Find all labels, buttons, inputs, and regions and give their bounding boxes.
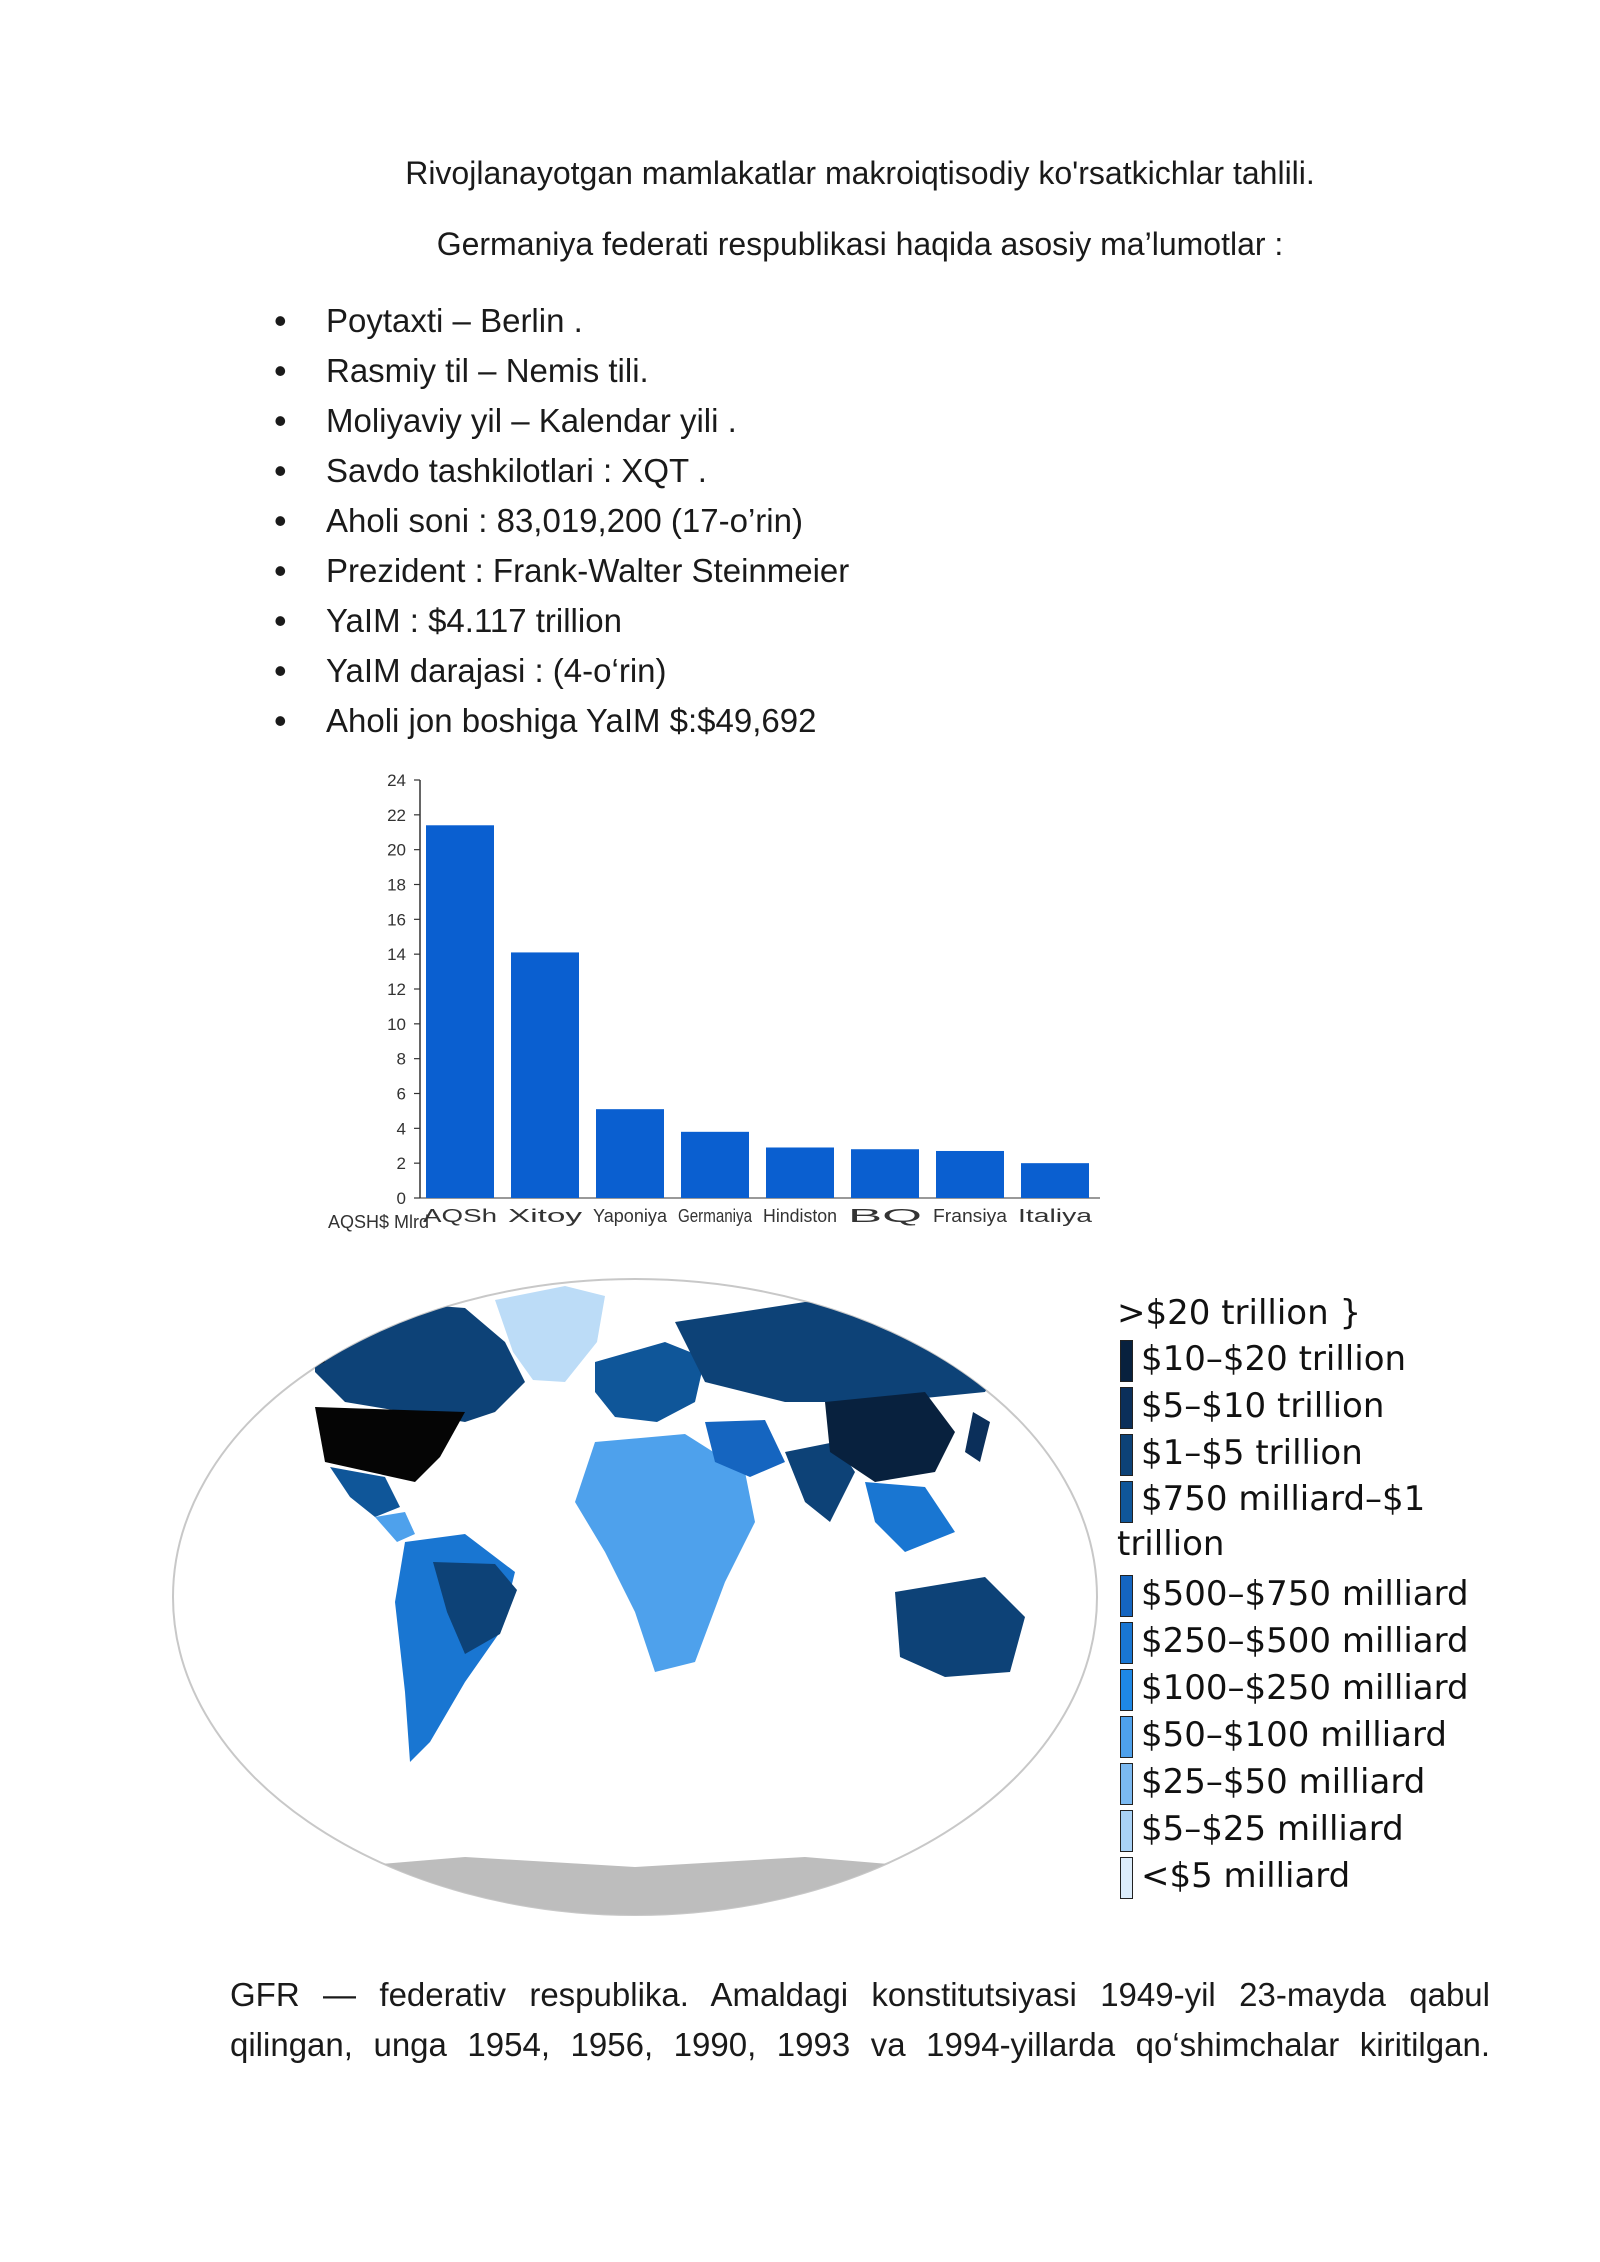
legend-item (1117, 1571, 1477, 1618)
legend-item (1117, 1477, 1447, 1571)
paragraph-line: qilingan, unga 1954, 1956, 1990, 1993 va 1994-yillarda qo‘shimchalar kiritilgan. (230, 2026, 1490, 2063)
legend-swatch (1120, 1387, 1133, 1429)
legend-item (1117, 1665, 1477, 1712)
bar (681, 1132, 749, 1198)
bar (426, 825, 494, 1198)
legend-swatch (1120, 1669, 1133, 1711)
legend-swatch (1120, 1622, 1133, 1664)
x-tick-label: BQ (848, 1206, 922, 1226)
legend-label: $100–$250 milliard (1141, 1668, 1469, 1708)
legend-label: $500–$750 milliard (1141, 1574, 1469, 1614)
legend-item (1117, 1430, 1477, 1477)
y-tick-label: 18 (387, 875, 406, 895)
y-axis-unit-label: AQSH$ Mlrd (328, 1212, 430, 1232)
list-item: • Moliyaviy yil – Kalendar yili . (270, 396, 849, 446)
y-tick-label: 24 (387, 771, 406, 790)
list-item: • YaIM : $4.117 trillion (270, 596, 849, 646)
bar (936, 1151, 1004, 1198)
legend-swatch (1120, 1481, 1133, 1523)
y-tick-label: 10 (387, 1014, 406, 1034)
legend-swatch (1120, 1763, 1133, 1805)
y-tick-label: 6 (396, 1084, 406, 1104)
y-tick-label: 12 (387, 980, 406, 999)
legend-swatch (1120, 1716, 1133, 1758)
y-tick-label: 4 (396, 1119, 406, 1139)
list-item: • Savdo tashkilotlari : XQT . (270, 446, 849, 496)
document-heading: Rivojlanayotgan mamlakatlar makroiqtisodiy ko'rsatkichlar tahlili. (405, 155, 1315, 191)
list-item: • Aholi jon boshiga YaIM $:$49,692 (270, 696, 849, 746)
legend-swatch (1120, 1857, 1133, 1899)
document-subheading: Germaniya federati respublikasi haqida asosiy ma’lumotlar : (436, 226, 1284, 262)
x-tick-label: Xitoy (508, 1206, 582, 1226)
legend-swatch (1120, 1434, 1133, 1476)
world-gdp-map (165, 1272, 1105, 1922)
list-item: • Poytaxti – Berlin . (270, 296, 849, 346)
legend-item (1117, 1853, 1477, 1900)
facts-list (270, 296, 849, 746)
legend-label: $5–$10 trillion (1141, 1386, 1385, 1426)
y-tick-label: 2 (396, 1154, 406, 1174)
y-tick-label: 20 (387, 840, 406, 860)
bar (511, 952, 579, 1198)
x-tick-label: Germaniya (678, 1206, 753, 1226)
list-item: • Prezident : Frank-Walter Steinmeier (270, 546, 849, 596)
paragraph-line: GFR — federativ respublika. Amaldagi konstitutsiyasi 1949-yil 23-mayda qabul (230, 1976, 1490, 2013)
x-tick-label: AQSh (423, 1206, 497, 1226)
legend-label: $10–$20 trillion (1141, 1339, 1407, 1379)
list-item: • Aholi soni : 83,019,200 (17-o’rin) (270, 496, 849, 546)
legend-header: >$20 trillion } (1117, 1293, 1362, 1333)
bar (596, 1109, 664, 1198)
legend-label: $25–$50 milliard (1141, 1762, 1426, 1802)
legend-label: $1–$5 trillion (1141, 1433, 1363, 1473)
x-tick-label: Italiya (1018, 1206, 1094, 1226)
legend-item (1117, 1806, 1477, 1853)
legend-item (1117, 1712, 1477, 1759)
legend-item (1117, 1759, 1477, 1806)
x-tick-label: Yaponiya (593, 1206, 668, 1226)
legend-item (1117, 1383, 1477, 1430)
legend-swatch (1120, 1575, 1133, 1617)
list-item: • YaIM darajasi : (4-o‘rin) (270, 646, 849, 696)
map-legend (1117, 1290, 1477, 1900)
bar (766, 1147, 834, 1198)
bar (1021, 1163, 1089, 1198)
legend-label: $50–$100 milliard (1141, 1715, 1447, 1755)
y-tick-label: 8 (396, 1049, 406, 1069)
y-tick-label: 0 (396, 1189, 406, 1208)
legend-swatch (1120, 1810, 1133, 1852)
bar (851, 1149, 919, 1198)
gdp-bar-chart (320, 760, 1120, 1240)
y-tick-label: 22 (387, 805, 406, 825)
legend-label: $250–$500 milliard (1141, 1621, 1469, 1661)
y-tick-label: 14 (387, 945, 406, 965)
x-tick-label: Fransiya (933, 1206, 1009, 1226)
legend-label: $750 milliard–$1 trillion (1117, 1479, 1426, 1564)
legend-item (1117, 1618, 1477, 1665)
y-tick-label: 16 (387, 910, 406, 930)
x-tick-label: Hindiston (763, 1206, 837, 1226)
legend-label: $5–$25 milliard (1141, 1809, 1404, 1849)
list-item: • Rasmiy til – Nemis tili. (270, 346, 849, 396)
legend-swatch (1120, 1340, 1133, 1382)
legend-item (1117, 1336, 1477, 1383)
legend-label: <$5 milliard (1141, 1856, 1351, 1896)
body-paragraph (230, 1970, 1490, 2070)
